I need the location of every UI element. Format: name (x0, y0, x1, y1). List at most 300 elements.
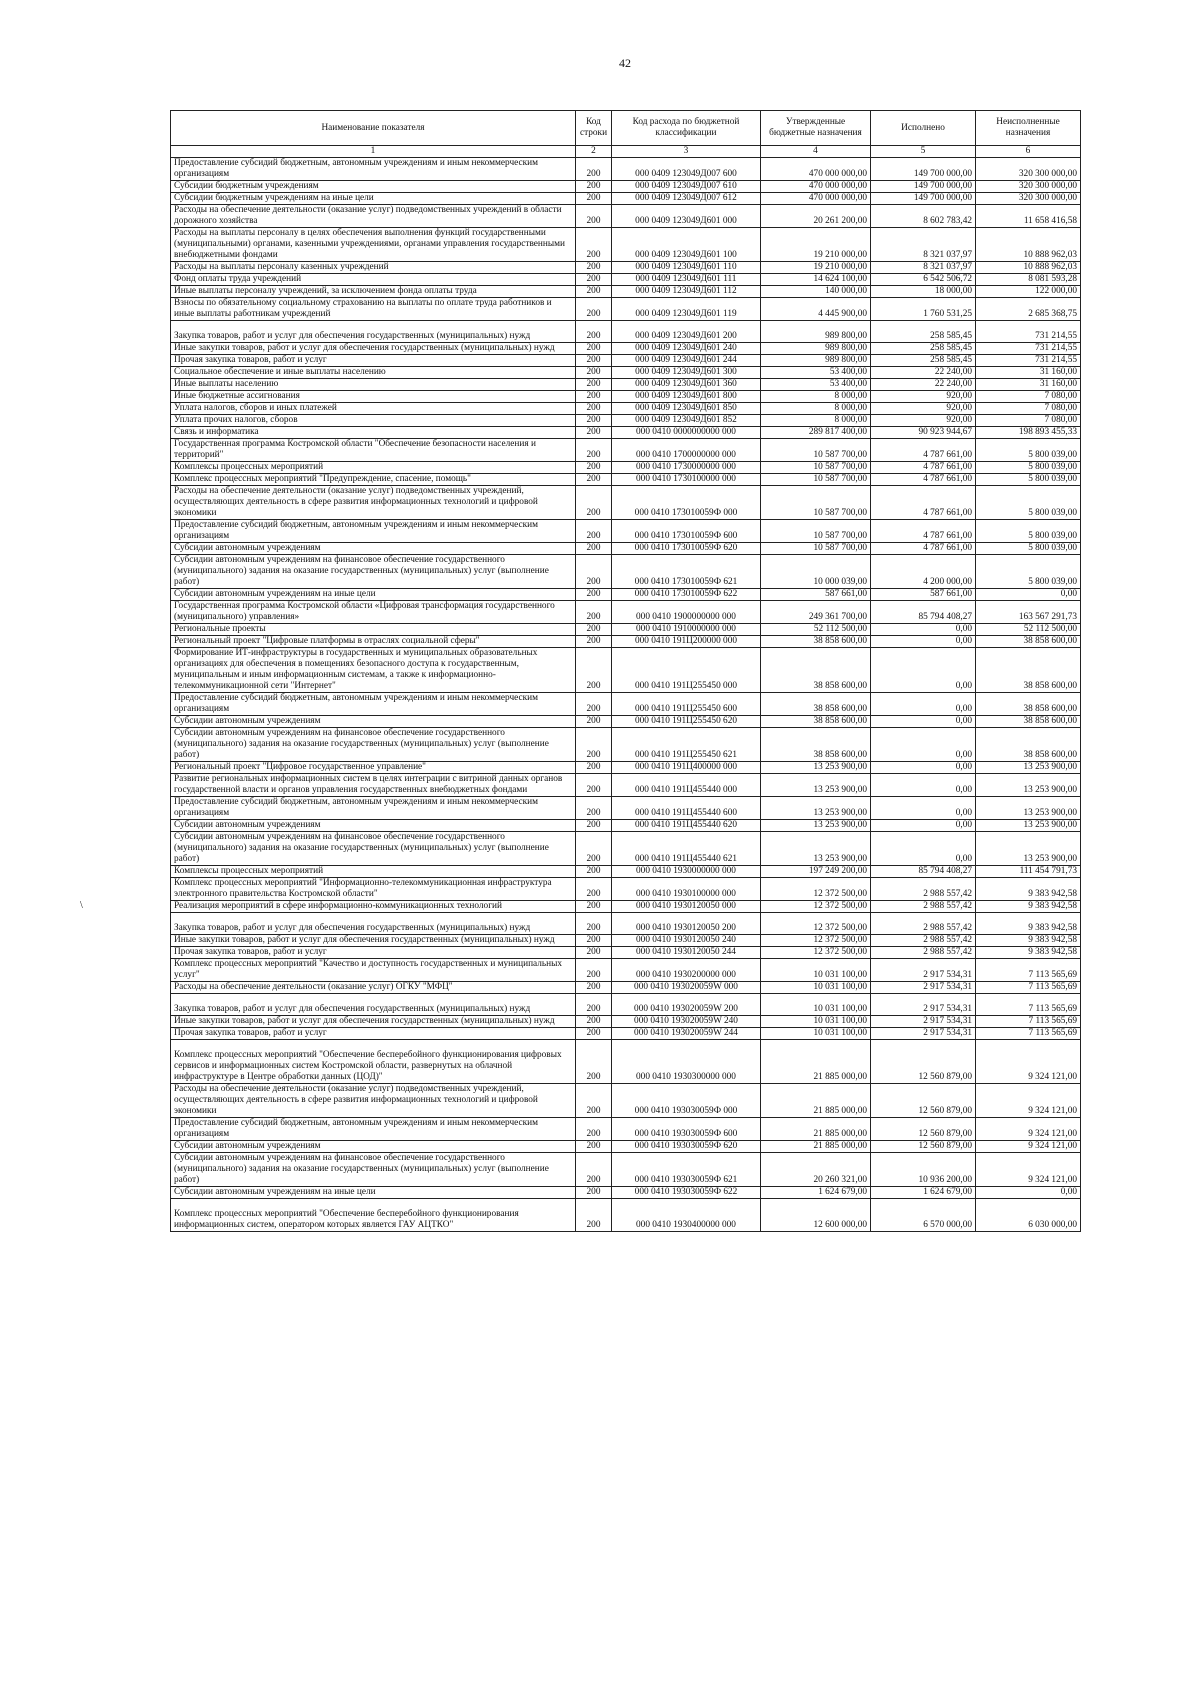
row-budget-code: 000 0409 123049Д601 119 (612, 298, 761, 321)
row-line-code: 200 (576, 1187, 612, 1199)
row-approved: 38 858 600,00 (761, 728, 871, 762)
table-row (171, 1153, 1081, 1187)
row-budget-code: 000 0410 191Ц455440 620 (612, 820, 761, 832)
margin-mark: \ (80, 900, 83, 911)
row-line-code: 200 (576, 901, 612, 913)
row-budget-code: 000 0409 123049Д601 244 (612, 355, 761, 367)
row-executed: 12 560 879,00 (871, 1084, 976, 1118)
row-budget-code: 000 0409 123049Д601 240 (612, 343, 761, 355)
row-budget-code: 000 0410 0000000000 000 (612, 427, 761, 439)
table-row (171, 355, 1081, 367)
row-unexecuted: 122 000,00 (976, 286, 1081, 298)
row-budget-code: 000 0410 193030059Ф 620 (612, 1141, 761, 1153)
row-budget-code: 000 0410 191Ц455440 621 (612, 832, 761, 866)
row-line-code: 200 (576, 982, 612, 994)
row-executed: 0,00 (871, 693, 976, 716)
row-approved: 989 800,00 (761, 355, 871, 367)
row-line-code: 200 (576, 520, 612, 543)
row-executed: 10 936 200,00 (871, 1153, 976, 1187)
row-line-code: 200 (576, 474, 612, 486)
row-name: Связь и информатика (171, 427, 576, 439)
row-approved: 21 885 000,00 (761, 1084, 871, 1118)
row-budget-code: 000 0410 1930400000 000 (612, 1199, 761, 1232)
row-budget-code: 000 0410 173010059Ф 622 (612, 589, 761, 601)
row-executed: 0,00 (871, 762, 976, 774)
row-budget-code: 000 0410 1930120050 240 (612, 935, 761, 947)
row-unexecuted: 9 324 121,00 (976, 1084, 1081, 1118)
row-executed: 2 988 557,42 (871, 878, 976, 901)
row-executed: 587 661,00 (871, 589, 976, 601)
row-approved: 53 400,00 (761, 379, 871, 391)
row-budget-code: 000 0410 1930120050 000 (612, 901, 761, 913)
row-budget-code: 000 0409 123049Д601 111 (612, 274, 761, 286)
row-name: Иные выплаты персоналу учреждений, за исключением фонда оплаты труда (171, 286, 576, 298)
row-approved: 10 587 700,00 (761, 520, 871, 543)
row-line-code: 200 (576, 1028, 612, 1040)
row-executed: 2 988 557,42 (871, 901, 976, 913)
row-line-code: 200 (576, 205, 612, 228)
row-unexecuted: 38 858 600,00 (976, 728, 1081, 762)
row-executed: 0,00 (871, 797, 976, 820)
row-line-code: 200 (576, 832, 612, 866)
table-row (171, 1187, 1081, 1199)
table-row (171, 947, 1081, 959)
row-approved: 38 858 600,00 (761, 716, 871, 728)
row-line-code: 200 (576, 427, 612, 439)
table-row (171, 321, 1081, 343)
table-row (171, 403, 1081, 415)
row-unexecuted: 13 253 900,00 (976, 762, 1081, 774)
row-line-code: 200 (576, 486, 612, 520)
row-unexecuted: 13 253 900,00 (976, 832, 1081, 866)
table-row (171, 520, 1081, 543)
row-executed: 0,00 (871, 648, 976, 693)
row-budget-code: 000 0409 123049Д601 200 (612, 321, 761, 343)
row-approved: 10 031 100,00 (761, 982, 871, 994)
row-approved: 10 587 700,00 (761, 474, 871, 486)
row-unexecuted: 13 253 900,00 (976, 774, 1081, 797)
row-approved: 21 885 000,00 (761, 1141, 871, 1153)
row-unexecuted: 5 800 039,00 (976, 543, 1081, 555)
row-line-code: 200 (576, 1153, 612, 1187)
table-row (171, 415, 1081, 427)
row-name: Социальное обеспечение и иные выплаты населению (171, 367, 576, 379)
row-line-code: 200 (576, 1118, 612, 1141)
row-name: Региональный проект "Цифровые платформы в отраслях социальной сферы" (171, 636, 576, 648)
table-row (171, 262, 1081, 274)
column-number: 5 (871, 146, 976, 158)
table-row (171, 274, 1081, 286)
table-row (171, 716, 1081, 728)
row-name: Закупка товаров, работ и услуг для обеспечения государственных (муниципальных) нужд (171, 321, 576, 343)
row-name: Государственная программа Костромской области "Обеспечение безопасности населения и территорий" (171, 439, 576, 462)
row-unexecuted: 731 214,55 (976, 343, 1081, 355)
row-approved: 13 253 900,00 (761, 832, 871, 866)
row-approved: 989 800,00 (761, 343, 871, 355)
row-name: Уплата прочих налогов, сборов (171, 415, 576, 427)
table-row (171, 797, 1081, 820)
table-row (171, 298, 1081, 321)
row-approved: 470 000 000,00 (761, 158, 871, 181)
table-row (171, 913, 1081, 935)
row-unexecuted: 9 324 121,00 (976, 1141, 1081, 1153)
row-unexecuted: 9 383 942,58 (976, 935, 1081, 947)
row-unexecuted: 731 214,55 (976, 355, 1081, 367)
row-name: Закупка товаров, работ и услуг для обеспечения государственных (муниципальных) нужд (171, 994, 576, 1016)
row-approved: 19 210 000,00 (761, 228, 871, 262)
row-executed: 12 560 879,00 (871, 1141, 976, 1153)
table-row (171, 1040, 1081, 1084)
row-budget-code: 000 0410 191Ц400000 000 (612, 762, 761, 774)
row-unexecuted: 7 113 565,69 (976, 982, 1081, 994)
row-executed: 0,00 (871, 728, 976, 762)
row-budget-code: 000 0410 191Ц455440 000 (612, 774, 761, 797)
row-unexecuted: 731 214,55 (976, 321, 1081, 343)
row-approved: 53 400,00 (761, 367, 871, 379)
row-name: Региональный проект "Цифровое государственное управление" (171, 762, 576, 774)
row-approved: 1 624 679,00 (761, 1187, 871, 1199)
table-row (171, 982, 1081, 994)
row-unexecuted: 9 383 942,58 (976, 878, 1081, 901)
row-approved: 989 800,00 (761, 321, 871, 343)
table-row (171, 486, 1081, 520)
row-line-code: 200 (576, 866, 612, 878)
row-name: Субсидии автономным учреждениям на финансовое обеспечение государственного (муниципального) задания на оказание государственных (муниципальных) услуг (выполнение работ) (171, 728, 576, 762)
table-row (171, 205, 1081, 228)
row-approved: 21 885 000,00 (761, 1118, 871, 1141)
row-name: Прочая закупка товаров, работ и услуг (171, 355, 576, 367)
row-executed: 149 700 000,00 (871, 158, 976, 181)
header-budget-code: Код расхода по бюджетной классификации (612, 111, 761, 146)
row-executed: 4 787 661,00 (871, 474, 976, 486)
row-budget-code: 000 0410 1900000000 000 (612, 601, 761, 624)
row-approved: 10 587 700,00 (761, 439, 871, 462)
row-approved: 52 112 500,00 (761, 624, 871, 636)
row-approved: 8 000,00 (761, 415, 871, 427)
row-approved: 19 210 000,00 (761, 262, 871, 274)
row-approved: 249 361 700,00 (761, 601, 871, 624)
row-executed: 8 321 037,97 (871, 228, 976, 262)
row-unexecuted: 31 160,00 (976, 367, 1081, 379)
row-name: Предоставление субсидий бюджетным, автономным учреждениям и иным некоммерческим организациям (171, 1118, 576, 1141)
row-executed: 1 760 531,25 (871, 298, 976, 321)
row-unexecuted: 7 113 565,69 (976, 1028, 1081, 1040)
row-approved: 13 253 900,00 (761, 797, 871, 820)
row-budget-code: 000 0410 1930300000 000 (612, 1040, 761, 1084)
row-line-code: 200 (576, 648, 612, 693)
row-unexecuted: 0,00 (976, 589, 1081, 601)
table-row (171, 959, 1081, 982)
row-line-code: 200 (576, 1016, 612, 1028)
row-executed: 2 917 534,31 (871, 1016, 976, 1028)
row-name: Комплекс процессных мероприятий "Предупреждение, спасение, помощь" (171, 474, 576, 486)
row-line-code: 200 (576, 379, 612, 391)
row-name: Расходы на обеспечение деятельности (оказание услуг) ОГКУ "МФЦ" (171, 982, 576, 994)
row-approved: 10 587 700,00 (761, 543, 871, 555)
row-unexecuted: 7 113 565,69 (976, 1016, 1081, 1028)
table-row (171, 391, 1081, 403)
row-line-code: 200 (576, 935, 612, 947)
row-name: Субсидии автономным учреждениям на финансовое обеспечение государственного (муниципального) задания на оказание государственных (муниципальных) услуг (выполнение работ) (171, 1153, 576, 1187)
row-line-code: 200 (576, 716, 612, 728)
row-executed: 4 787 661,00 (871, 520, 976, 543)
row-executed: 920,00 (871, 391, 976, 403)
row-unexecuted: 320 300 000,00 (976, 193, 1081, 205)
row-unexecuted: 0,00 (976, 1187, 1081, 1199)
row-budget-code: 000 0410 193020059W 240 (612, 1016, 761, 1028)
table-row (171, 589, 1081, 601)
row-name: Взносы по обязательному социальному страхованию на выплаты по оплате труда работников и иные выплаты работникам учреждений (171, 298, 576, 321)
row-line-code: 200 (576, 1199, 612, 1232)
row-unexecuted: 10 888 962,03 (976, 228, 1081, 262)
row-approved: 10 031 100,00 (761, 994, 871, 1016)
table-row (171, 832, 1081, 866)
table-row (171, 343, 1081, 355)
row-unexecuted: 163 567 291,73 (976, 601, 1081, 624)
row-approved: 20 261 200,00 (761, 205, 871, 228)
row-unexecuted: 5 800 039,00 (976, 474, 1081, 486)
row-executed: 0,00 (871, 636, 976, 648)
row-unexecuted: 8 081 593,28 (976, 274, 1081, 286)
row-executed: 4 787 661,00 (871, 439, 976, 462)
row-unexecuted: 320 300 000,00 (976, 181, 1081, 193)
row-unexecuted: 5 800 039,00 (976, 555, 1081, 589)
column-number: 2 (576, 146, 612, 158)
row-budget-code: 000 0410 1730000000 000 (612, 462, 761, 474)
row-approved: 10 587 700,00 (761, 462, 871, 474)
table-row (171, 1118, 1081, 1141)
row-name: Расходы на выплаты персоналу казенных учреждений (171, 262, 576, 274)
row-line-code: 200 (576, 797, 612, 820)
row-name: Субсидии автономным учреждениям (171, 820, 576, 832)
table-row (171, 1199, 1081, 1232)
row-name: Субсидии автономным учреждениям (171, 1141, 576, 1153)
row-budget-code: 000 0409 123049Д601 112 (612, 286, 761, 298)
row-name: Расходы на обеспечение деятельности (оказание услуг) подведомственных учреждений, осуществляющих деятельность в сфере развития информационных технологий и цифровой экономики (171, 486, 576, 520)
row-unexecuted: 9 324 121,00 (976, 1040, 1081, 1084)
row-line-code: 200 (576, 298, 612, 321)
row-name: Субсидии бюджетным учреждениям (171, 181, 576, 193)
row-executed: 258 585,45 (871, 343, 976, 355)
row-line-code: 200 (576, 636, 612, 648)
row-unexecuted: 9 383 942,58 (976, 901, 1081, 913)
row-budget-code: 000 0409 123049Д601 800 (612, 391, 761, 403)
row-approved: 20 260 321,00 (761, 1153, 871, 1187)
row-approved: 140 000,00 (761, 286, 871, 298)
row-unexecuted: 38 858 600,00 (976, 648, 1081, 693)
row-line-code: 200 (576, 391, 612, 403)
row-approved: 587 661,00 (761, 589, 871, 601)
row-name: Субсидии бюджетным учреждениям на иные цели (171, 193, 576, 205)
row-budget-code: 000 0409 123049Д601 852 (612, 415, 761, 427)
row-approved: 470 000 000,00 (761, 181, 871, 193)
row-executed: 4 200 000,00 (871, 555, 976, 589)
row-name: Комплекс процессных мероприятий "Обеспечение бесперебойного функционирования информационных систем, оператором которых является ГАУ АЦТКО" (171, 1199, 576, 1232)
row-approved: 8 000,00 (761, 403, 871, 415)
row-approved: 13 253 900,00 (761, 762, 871, 774)
row-executed: 85 794 408,27 (871, 866, 976, 878)
table-row (171, 1016, 1081, 1028)
row-budget-code: 000 0410 191Ц255450 600 (612, 693, 761, 716)
row-name: Расходы на обеспечение деятельности (оказание услуг) подведомственных учреждений в области дорожного хозяйства (171, 205, 576, 228)
row-line-code: 200 (576, 1141, 612, 1153)
row-name: Иные закупки товаров, работ и услуг для обеспечения государственных (муниципальных) нужд (171, 1016, 576, 1028)
row-approved: 38 858 600,00 (761, 636, 871, 648)
row-budget-code: 000 0410 193030059Ф 622 (612, 1187, 761, 1199)
row-unexecuted: 13 253 900,00 (976, 820, 1081, 832)
row-line-code: 200 (576, 555, 612, 589)
table-row (171, 462, 1081, 474)
row-executed: 4 787 661,00 (871, 462, 976, 474)
row-budget-code: 000 0410 191Ц255450 620 (612, 716, 761, 728)
row-budget-code: 000 0410 193030059Ф 600 (612, 1118, 761, 1141)
table-row (171, 774, 1081, 797)
header-row (171, 111, 1081, 146)
header-name: Наименование показателя (171, 111, 576, 146)
row-line-code: 200 (576, 994, 612, 1016)
row-approved: 12 372 500,00 (761, 935, 871, 947)
row-budget-code: 000 0410 193020059W 000 (612, 982, 761, 994)
column-number: 6 (976, 146, 1081, 158)
header-line-code: Код строки (576, 111, 612, 146)
table-row (171, 1141, 1081, 1153)
row-executed: 8 602 783,42 (871, 205, 976, 228)
row-line-code: 200 (576, 343, 612, 355)
row-unexecuted: 31 160,00 (976, 379, 1081, 391)
row-name: Иные закупки товаров, работ и услуг для обеспечения государственных (муниципальных) нужд (171, 343, 576, 355)
row-line-code: 200 (576, 193, 612, 205)
row-budget-code: 000 0410 1930120050 200 (612, 913, 761, 935)
table-row (171, 1084, 1081, 1118)
row-line-code: 200 (576, 589, 612, 601)
row-line-code: 200 (576, 228, 612, 262)
row-budget-code: 000 0410 1930100000 000 (612, 878, 761, 901)
row-name: Субсидии автономным учреждениям на финансовое обеспечение государственного (муниципального) задания на оказание государственных (муниципальных) услуг (выполнение работ) (171, 832, 576, 866)
row-approved: 12 372 500,00 (761, 947, 871, 959)
row-budget-code: 000 0409 123049Д601 000 (612, 205, 761, 228)
row-executed: 2 917 534,31 (871, 1028, 976, 1040)
table-row (171, 994, 1081, 1016)
row-executed: 0,00 (871, 774, 976, 797)
row-line-code: 200 (576, 728, 612, 762)
table-row (171, 636, 1081, 648)
row-line-code: 200 (576, 959, 612, 982)
row-line-code: 200 (576, 820, 612, 832)
row-approved: 38 858 600,00 (761, 693, 871, 716)
table-row (171, 693, 1081, 716)
row-name: Предоставление субсидий бюджетным, автономным учреждениям и иным некоммерческим организациям (171, 797, 576, 820)
table-row (171, 181, 1081, 193)
row-unexecuted: 5 800 039,00 (976, 520, 1081, 543)
row-budget-code: 000 0410 193020059W 200 (612, 994, 761, 1016)
row-unexecuted: 198 893 455,33 (976, 427, 1081, 439)
row-executed: 2 917 534,31 (871, 959, 976, 982)
row-line-code: 200 (576, 415, 612, 427)
row-unexecuted: 10 888 962,03 (976, 262, 1081, 274)
column-number: 3 (612, 146, 761, 158)
table-row (171, 728, 1081, 762)
header-executed: Исполнено (871, 111, 976, 146)
column-number: 1 (171, 146, 576, 158)
row-name: Государственная программа Костромской области «Цифровая трансформация государственного (муниципального) управления» (171, 601, 576, 624)
row-name: Прочая закупка товаров, работ и услуг (171, 1028, 576, 1040)
table-row (171, 379, 1081, 391)
row-unexecuted: 7 080,00 (976, 415, 1081, 427)
row-executed: 12 560 879,00 (871, 1040, 976, 1084)
row-executed: 258 585,45 (871, 355, 976, 367)
column-number-row (171, 146, 1081, 158)
table-row (171, 762, 1081, 774)
row-unexecuted: 52 112 500,00 (976, 624, 1081, 636)
row-budget-code: 000 0409 123049Д601 300 (612, 367, 761, 379)
row-executed: 8 321 037,97 (871, 262, 976, 274)
row-executed: 4 787 661,00 (871, 486, 976, 520)
row-line-code: 200 (576, 462, 612, 474)
row-budget-code: 000 0410 1930200000 000 (612, 959, 761, 982)
row-line-code: 200 (576, 878, 612, 901)
row-approved: 12 372 500,00 (761, 901, 871, 913)
row-name: Субсидии автономным учреждениям (171, 716, 576, 728)
row-line-code: 200 (576, 1084, 612, 1118)
row-name: Субсидии автономным учреждениям (171, 543, 576, 555)
row-executed: 1 624 679,00 (871, 1187, 976, 1199)
row-line-code: 200 (576, 1040, 612, 1084)
table-row (171, 474, 1081, 486)
row-approved: 10 587 700,00 (761, 486, 871, 520)
row-line-code: 200 (576, 286, 612, 298)
row-budget-code: 000 0409 123049Д007 600 (612, 158, 761, 181)
row-name: Расходы на выплаты персоналу в целях обеспечения выполнения функций государственными (муниципальными) органами, казенными учреждениями, органами управления государственными внебюджетными фондами (171, 228, 576, 262)
row-executed: 920,00 (871, 403, 976, 415)
row-executed: 0,00 (871, 820, 976, 832)
row-approved: 12 372 500,00 (761, 913, 871, 935)
row-executed: 2 988 557,42 (871, 913, 976, 935)
row-budget-code: 000 0410 173010059Ф 600 (612, 520, 761, 543)
row-budget-code: 000 0410 173010059Ф 620 (612, 543, 761, 555)
table-row (171, 286, 1081, 298)
row-unexecuted: 7 080,00 (976, 403, 1081, 415)
row-approved: 12 600 000,00 (761, 1199, 871, 1232)
table-row (171, 228, 1081, 262)
row-line-code: 200 (576, 624, 612, 636)
row-budget-code: 000 0410 173010059Ф 000 (612, 486, 761, 520)
row-unexecuted: 9 383 942,58 (976, 947, 1081, 959)
table-row (171, 367, 1081, 379)
row-line-code: 200 (576, 947, 612, 959)
row-name: Субсидии автономным учреждениям на финансовое обеспечение государственного (муниципального) задания на оказание государственных (муниципальных) услуг (выполнение работ) (171, 555, 576, 589)
row-name: Комплексы процессных мероприятий (171, 866, 576, 878)
table-row (171, 624, 1081, 636)
table-row (171, 439, 1081, 462)
row-executed: 2 917 534,31 (871, 982, 976, 994)
table-row (171, 427, 1081, 439)
row-unexecuted: 6 030 000,00 (976, 1199, 1081, 1232)
table-row (171, 648, 1081, 693)
row-approved: 21 885 000,00 (761, 1040, 871, 1084)
row-approved: 13 253 900,00 (761, 774, 871, 797)
row-unexecuted: 5 800 039,00 (976, 462, 1081, 474)
row-executed: 6 542 506,72 (871, 274, 976, 286)
row-executed: 90 923 944,67 (871, 427, 976, 439)
row-unexecuted: 13 253 900,00 (976, 797, 1081, 820)
table-row (171, 193, 1081, 205)
row-name: Расходы на обеспечение деятельности (оказание услуг) подведомственных учреждений, осуществляющих деятельность в сфере развития информационных технологий и цифровой экономики (171, 1084, 576, 1118)
row-line-code: 200 (576, 181, 612, 193)
row-executed: 0,00 (871, 716, 976, 728)
row-unexecuted: 2 685 368,75 (976, 298, 1081, 321)
row-approved: 12 372 500,00 (761, 878, 871, 901)
row-unexecuted: 5 800 039,00 (976, 486, 1081, 520)
